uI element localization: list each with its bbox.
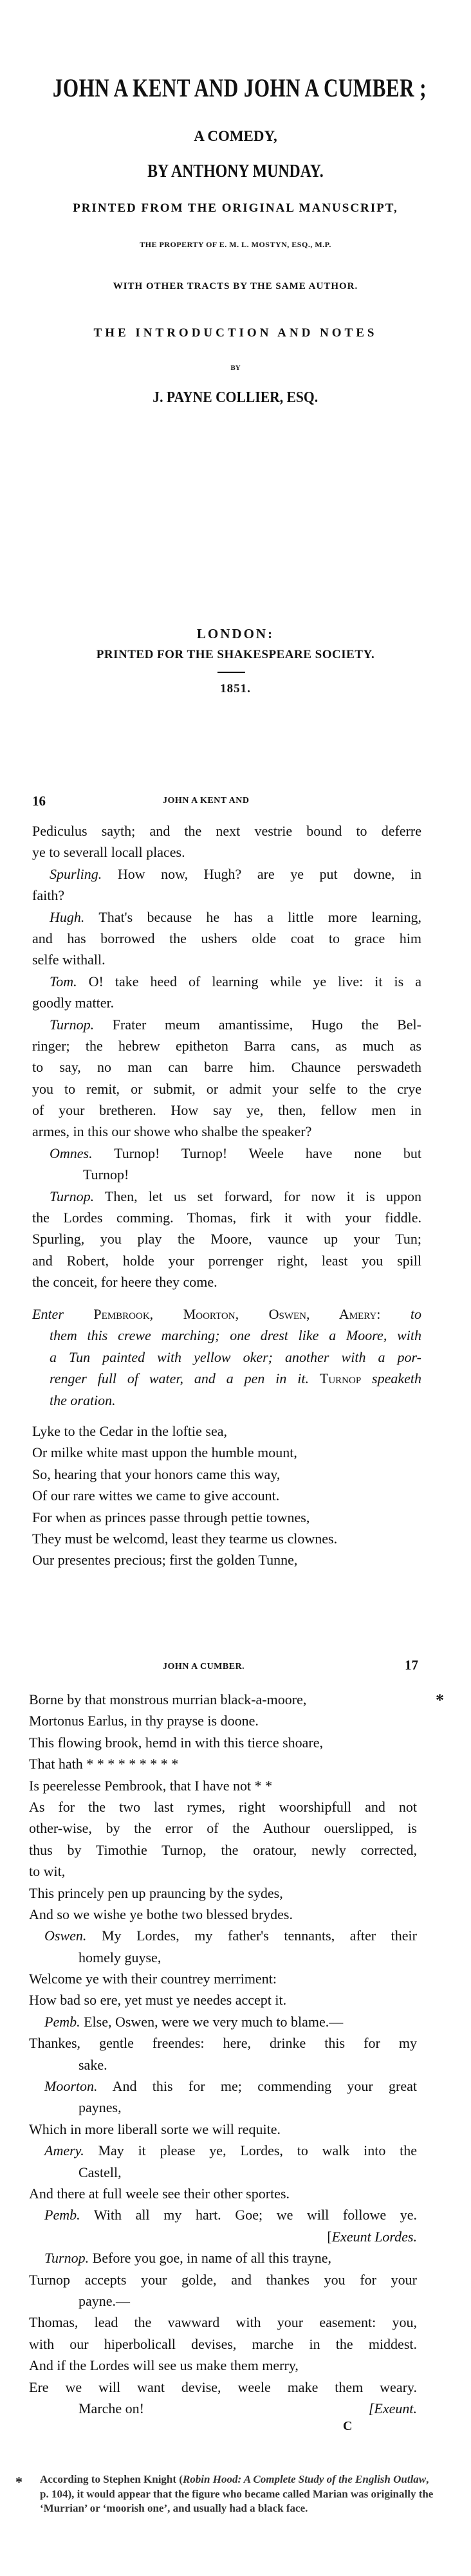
text-line [32, 1347, 421, 1368]
text-line [32, 1228, 421, 1249]
speech-line [32, 1143, 421, 1164]
text-line [29, 2162, 417, 2183]
speaker-name: Omnes. [50, 1145, 93, 1161]
footnote-marker[interactable]: * [436, 1691, 444, 1709]
property-line: THE PROPERTY OF E. M. L. MOSTYN, ESQ., M.P. [140, 240, 331, 249]
speech-line [29, 2140, 417, 2161]
italic-run: them this crewe marching; one drest like a Moore, with [50, 1327, 421, 1344]
text-line [29, 2290, 417, 2312]
text-line [32, 1528, 421, 1549]
text-line [32, 1442, 421, 1463]
text-line [32, 1303, 421, 1325]
text-line [29, 2333, 417, 2355]
text-run: That hath * * * * * * * * * [29, 1756, 179, 1772]
speech-line [29, 2247, 417, 2268]
text-line [29, 1947, 417, 1968]
text-line [29, 2097, 417, 2118]
text-run: of your bretheren. How say ye, then, fellow men in [32, 1102, 421, 1119]
text-run: the conceit, for heere they come. [32, 1274, 217, 1291]
text-run: Mortonus Earlus, in thy prayse is doone. [29, 1713, 259, 1729]
text-run: Thomas, lead the vawward with your easement: you, [29, 2314, 417, 2331]
text-run: homely guyse, [78, 1949, 162, 1965]
text-line [32, 1549, 421, 1570]
text-line [29, 2054, 417, 2075]
footnote-text [40, 2472, 439, 2516]
text-line [29, 2032, 417, 2054]
text-run: paynes, [78, 2099, 122, 2116]
dialogue-block [32, 820, 421, 1293]
text-line [29, 2226, 417, 2247]
text-run: Then, let us set forward, for now it is uppon [94, 1188, 421, 1204]
running-head-17: JOHN A CUMBER. [163, 1662, 245, 1671]
speech-line [32, 906, 421, 928]
text-run: Turnop! Turnop! Weele have none but [92, 1145, 421, 1161]
text-run: And if the Lordes will see us make them merry, [29, 2357, 299, 2374]
text-line [32, 1421, 421, 1442]
speaker-name: Amery. [44, 2142, 84, 2159]
book-title: JOHN A KENT AND JOHN A CUMBER ; [52, 73, 427, 102]
text-run: to say, no man can barre him. Chaunce perswadeth [32, 1059, 421, 1076]
printed-from-line: PRINTED FROM THE ORIGINAL MANUSCRIPT, [73, 201, 398, 215]
text-run: May it please ye, Lordes, to walk into the [84, 2142, 417, 2159]
italic-run: speaketh [361, 1370, 422, 1387]
text-line [32, 820, 421, 842]
stage-direction [32, 1303, 421, 1411]
text-run: Castell, [78, 2164, 122, 2180]
speech-line [32, 1014, 421, 1035]
text-run: thus by Timothie Turnop, the oratour, newly corrected, [29, 1841, 417, 1858]
text-line [32, 842, 421, 863]
speaker-name: Turnop. [44, 2250, 89, 2267]
genre-line: A COMEDY, [194, 128, 277, 144]
footnote-text-after: , p. 104), it would appear that the figure who became called Marian was originally the ‘Murrian’ or ‘moorish one’, and usually had a black face. [40, 2473, 434, 2515]
text-run: This flowing brook, hemd in with this tierce shoare, [29, 1734, 324, 1751]
text-run: They must be welcomd, least they tearme us clownes. [32, 1530, 338, 1547]
text-line [29, 2183, 417, 2204]
text-line [29, 1689, 417, 1710]
imprint-publisher: PRINTED FOR THE SHAKESPEARE SOCIETY. [96, 648, 375, 661]
speech-line [29, 2204, 417, 2225]
text-run: to wit, [29, 1863, 66, 1880]
italic-run: Enter [32, 1306, 94, 1322]
text-run: other-wise, by the error of the Authour ouerslipped, is [29, 1820, 417, 1837]
text-line [29, 1882, 417, 1904]
text-run: And so we wishe ye bothe two blessed brydes. [29, 1906, 293, 1922]
italic-run: Exeunt Lordes. [331, 2228, 417, 2245]
text-line [32, 1485, 421, 1506]
running-head-16: JOHN A KENT AND [163, 796, 250, 805]
text-line [32, 1250, 421, 1271]
text-line [29, 1839, 417, 1861]
text-run: Spurling, you play the Moore, vaunce up your Tun; [32, 1231, 421, 1247]
text-run: armes, in this our showe who shalbe the speaker? [32, 1123, 312, 1140]
text-line [32, 1099, 421, 1121]
text-line [29, 1732, 417, 1753]
text-line [29, 1775, 417, 1796]
speaker-name: Pemb. [44, 2013, 80, 2030]
text-run: For when as princes passe through pettie townes, [32, 1509, 310, 1525]
text-run: How bad so ere, yet must ye needes accept it. [29, 1992, 287, 2009]
character-name: Pembrook, Moorton, Oswen, Amery [93, 1306, 377, 1322]
text-run: Pediculus sayth; and the next vestrie bound to deferre [32, 823, 421, 839]
text-line [29, 1817, 417, 1839]
text-run: Marche on! [78, 2400, 145, 2416]
speech-line [32, 863, 421, 885]
text-run: you to remit, or submit, or admit your selfe to the crye [32, 1080, 421, 1097]
text-line [32, 1368, 421, 1389]
text-line [32, 1464, 421, 1485]
text-line [32, 1035, 421, 1056]
text-line [29, 2398, 417, 2419]
imprint-year: 1851. [220, 682, 251, 695]
by-line: BY [230, 364, 241, 372]
text-run: and has borrowed the ushers olde coat to grace him [32, 930, 421, 946]
text-line [29, 2312, 417, 2333]
italic-run: renger full of water, and a pen in it. [50, 1370, 320, 1387]
text-run: faith? [32, 887, 65, 904]
imprint-rule [217, 672, 245, 673]
text-run: Turnop accepts your golde, and thankes you for your [29, 2271, 417, 2288]
text-line [32, 1507, 421, 1528]
text-line [29, 2355, 417, 2376]
imprint-place: LONDON: [196, 626, 275, 641]
other-tracts-line: WITH OTHER TRACTS BY THE SAME AUTHOR. [113, 281, 358, 291]
text-line [29, 2377, 417, 2398]
text-line [29, 1861, 417, 1882]
text-run: Which in more liberall sorte we will requite. [29, 2121, 281, 2137]
speaker-name: Tom. [50, 973, 77, 989]
text-run: with our hiperbolicall devises, marche in the middest. [29, 2335, 417, 2352]
text-run: That's because he has a little more learning, [84, 908, 421, 925]
page17-text-block [29, 1689, 417, 2419]
text-line [32, 1207, 421, 1228]
speaker-name: Moorton. [44, 2078, 98, 2095]
signature-mark: C [343, 2419, 353, 2433]
text-run: ringer; the hebrew epitheton Barra cans, as much as [32, 1037, 421, 1054]
text-run: sake. [78, 2056, 107, 2073]
exit-direction: [Exeunt. [368, 2400, 417, 2416]
text-run: Turnop! [83, 1166, 129, 1183]
text-run: Before you goe, in name of all this trayne, [89, 2250, 332, 2267]
text-run: Our presentes precious; first the golden Tunne, [32, 1552, 298, 1569]
text-line [32, 1078, 421, 1099]
text-run: O! take heed of learning while ye live: it is a [77, 973, 421, 989]
text-run: and Robert, holde your porrenger right, least you spill [32, 1252, 421, 1269]
text-line [29, 1989, 417, 2010]
text-run: goodly matter. [32, 995, 115, 1011]
speech-line [29, 1925, 417, 1946]
footnote-asterisk-icon: * [15, 2474, 23, 2490]
introduction-line: THE INTRODUCTION AND NOTES [93, 326, 378, 340]
text-line [32, 949, 421, 970]
editor-line: J. PAYNE COLLIER, ESQ. [152, 389, 319, 406]
text-line [32, 928, 421, 949]
text-run: So, hearing that your honors came this way, [32, 1466, 281, 1482]
text-run: Welcome ye with their countrey merriment: [29, 1971, 277, 1987]
author-line: BY ANTHONY MUNDAY. [147, 161, 324, 181]
text-run: payne.— [78, 2292, 131, 2309]
speaker-name: Spurling. [50, 865, 102, 882]
text-line [29, 2269, 417, 2290]
text-run: [ [327, 2228, 332, 2245]
text-run: Borne by that monstrous murrian black-a-moore, [29, 1691, 307, 1707]
text-line [29, 1796, 417, 1817]
text-line [32, 885, 421, 906]
text-run: Of our rare wittes we came to give account. [32, 1487, 280, 1504]
text-run: Is peerelesse Pembrook, that I have not * * [29, 1777, 273, 1794]
text-run: How now, Hugh? are ye put downe, in [102, 865, 421, 882]
verse-block [32, 1421, 421, 1571]
speech-line [29, 2075, 417, 2097]
text-run: Ere we will want devise, weele make them weary. [29, 2378, 417, 2395]
text-line [32, 1056, 421, 1078]
text-run: Or milke white mast uppon the humble mount, [32, 1444, 297, 1461]
speech-line [32, 1186, 421, 1207]
speaker-name: Turnop. [50, 1016, 95, 1033]
text-run: Lyke to the Cedar in the loftie sea, [32, 1423, 228, 1439]
text-run: Thankes, gentle freendes: here, drinke this for my [29, 2035, 417, 2052]
text-line [29, 1904, 417, 1925]
text-line [29, 1753, 417, 1774]
speaker-name: Pemb. [44, 2207, 80, 2223]
text-line [32, 1164, 421, 1185]
speech-line [29, 2011, 417, 2032]
text-run: As for the two last rymes, right woorshipfull and not [29, 1798, 417, 1815]
text-run: My Lordes, my father's tennants, after their [86, 1927, 417, 1944]
footnote-text-before: According to Stephen Knight ( [40, 2473, 183, 2485]
text-line [29, 1710, 417, 1731]
text-line [29, 1968, 417, 1989]
text-line [32, 1325, 421, 1346]
speech-line [32, 971, 421, 992]
page-number-17: 17 [405, 1657, 418, 1673]
text-run: Frater meum amantissime, Hugo the Bel- [94, 1016, 421, 1033]
italic-run: to [410, 1306, 421, 1322]
text-run: : [376, 1306, 411, 1322]
text-line [29, 2119, 417, 2140]
text-line [32, 1390, 421, 1411]
text-line [32, 992, 421, 1013]
text-run: the Lordes comming. Thomas, firk it with your fiddle. [32, 1210, 421, 1226]
text-run: ye to severall locall places. [32, 844, 185, 861]
text-run: selfe withall. [32, 952, 106, 968]
text-run: Else, Oswen, were we very much to blame.— [80, 2013, 344, 2030]
text-run: This princely pen up prauncing by the sydes, [29, 1884, 283, 1901]
speaker-name: Turnop. [50, 1188, 95, 1204]
page-number-16: 16 [32, 793, 46, 809]
speaker-name: Oswen. [44, 1927, 87, 1944]
text-run: And this for me; commending your great [97, 2078, 417, 2095]
text-run: And there at full weele see their other sportes. [29, 2185, 290, 2202]
character-name: Turnop [319, 1370, 362, 1387]
text-run: With all my hart. Goe; we will followe ye. [80, 2207, 417, 2223]
italic-run: the oration. [50, 1392, 116, 1408]
speaker-name: Hugh. [50, 908, 85, 925]
italic-run: a Tun painted with yellow oker; another with a por- [50, 1348, 421, 1365]
text-line [32, 1121, 421, 1142]
text-line [32, 1271, 421, 1293]
footnote-book-title: Robin Hood: A Complete Study of the English Outlaw [182, 2473, 427, 2485]
